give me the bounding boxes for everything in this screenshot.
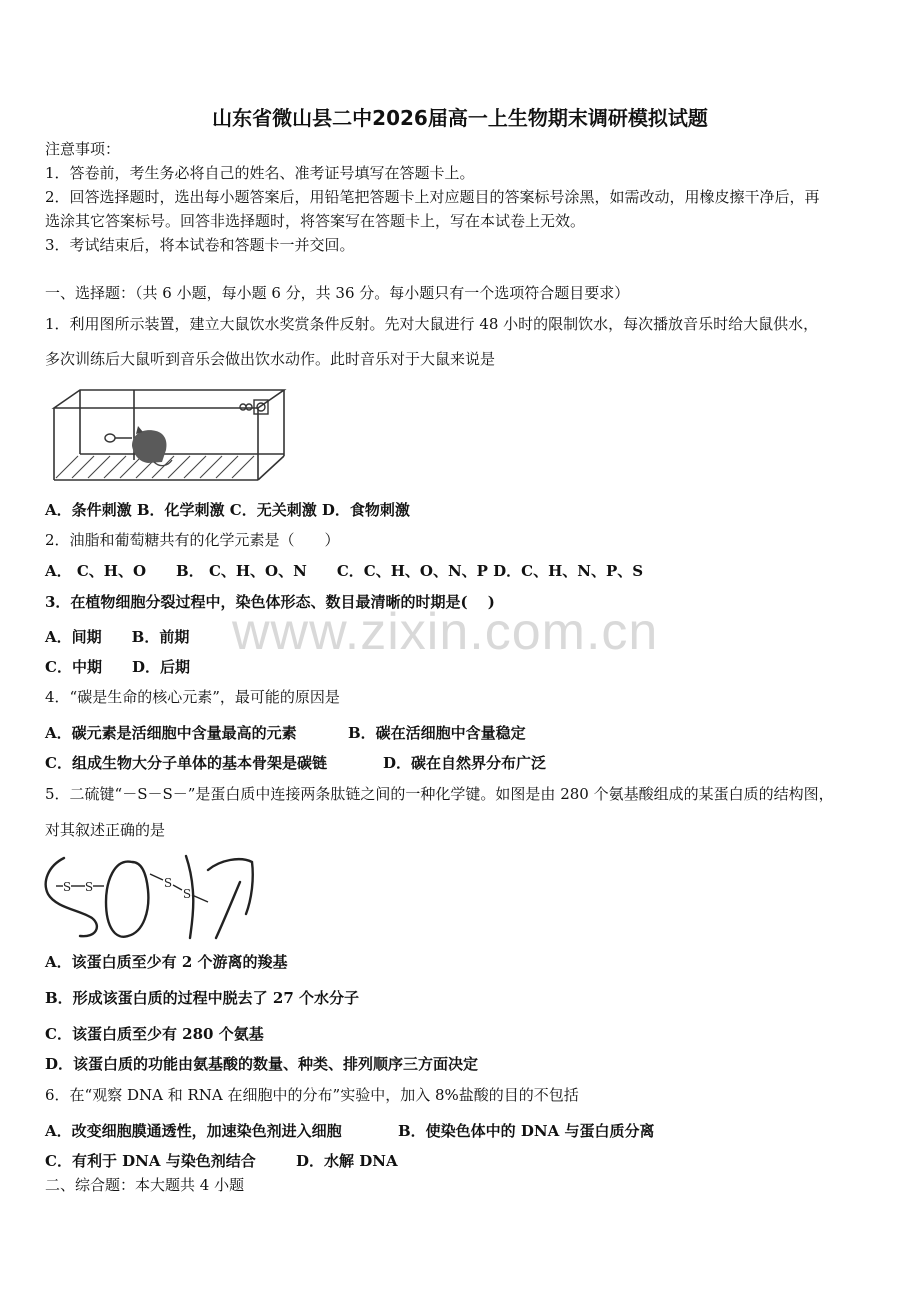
notice-item-2: 2．回答选择题时，选出每小题答案后，用铅笔把答题卡上对应题目的答案标号涂黑，如需改动，用橡皮擦干净后，再	[45, 188, 820, 206]
q6-option-c: C．有利于 DNA 与染色剂结合	[45, 1152, 256, 1170]
q3-stem: 3．在植物细胞分裂过程中，染色体形态、数目最清晰的时期是( )	[45, 593, 495, 611]
q4-option-b: B．碳在活细胞中含量稳定	[348, 724, 526, 742]
section-1-heading: 一、选择题：（共 6 小题，每小题 6 分，共 36 分。每小题只有一个选项符合题目要求）	[45, 284, 630, 302]
q1-stem-line1: 1．利用图所示装置，建立大鼠饮水奖赏条件反射。先对大鼠进行 48 小时的限制饮水，每次播放音乐时给大鼠供水，	[45, 315, 819, 333]
q5-option-c: C．该蛋白质至少有 280 个氨基	[45, 1025, 264, 1043]
q5-option-d: D．该蛋白质的功能由氨基酸的数量、种类、排列顺序三方面决定	[45, 1055, 479, 1073]
q6-option-d: D．水解 DNA	[296, 1152, 398, 1170]
q5-fig-label-s3: S	[163, 876, 173, 890]
q6-option-a: A．改变细胞膜通透性，加速染色剂进入细胞	[45, 1122, 342, 1140]
q2-stem: 2．油脂和葡萄糖共有的化学元素是（ ）	[45, 531, 340, 549]
q5-option-b: B．形成该蛋白质的过程中脱去了 27 个水分子	[45, 989, 359, 1007]
notice-item-1: 1．答卷前，考生务必将自己的姓名、准考证号填写在答题卡上。	[45, 164, 475, 182]
q6-stem: 6．在“观察 DNA 和 RNA 在细胞中的分布”实验中，加入 8%盐酸的目的不包括	[45, 1086, 579, 1104]
q2-options: A． C、H、O B． C、H、O、N C．C、H、O、N、P D．C、H、N、P、S	[45, 562, 644, 580]
q4-option-c: C．组成生物大分子单体的基本骨架是碳链	[45, 754, 327, 772]
section-2-heading: 二、综合题：本大题共 4 小题	[45, 1176, 245, 1194]
q3-options-row1: A．间期 B．前期	[45, 628, 190, 646]
page-title: 山东省微山县二中2026届高一上生物期末调研模拟试题	[212, 106, 708, 130]
q5-fig-label-s2: S	[84, 880, 94, 894]
q4-option-a: A．碳元素是活细胞中含量最高的元素	[45, 724, 297, 742]
q1-stem-line2: 多次训练后大鼠听到音乐会做出饮水动作。此时音乐对于大鼠来说是	[45, 350, 496, 368]
q1-apparatus-figure	[48, 384, 290, 486]
q3-options-row2: C．中期 D．后期	[45, 658, 190, 676]
notice-item-2-cont: 选涂其它答案标号。回答非选择题时，将答案写在答题卡上，写在本试卷上无效。	[45, 212, 586, 230]
q4-stem: 4．“碳是生命的核心元素”，最可能的原因是	[45, 688, 340, 706]
notice-item-3: 3．考试结束后，将本试卷和答题卡一并交回。	[45, 236, 355, 254]
notice-heading: 注意事项：	[45, 140, 121, 158]
q5-option-a: A．该蛋白质至少有 2 个游离的羧基	[45, 953, 288, 971]
q5-stem-line2: 对其叙述正确的是	[45, 821, 166, 839]
q4-option-d: D．碳在自然界分布广泛	[383, 754, 547, 772]
q5-stem-line1: 5．二硫键“－S－S－”是蛋白质中连接两条肽链之间的一种化学键。如图是由 280 个氨基酸组成的某蛋白质的结构图，	[45, 785, 834, 803]
watermark: www.zixin.com.cn	[232, 603, 659, 661]
q1-options: A．条件刺激 B．化学刺激 C．无关刺激 D．食物刺激	[45, 501, 410, 519]
q5-protein-structure-figure	[40, 852, 258, 942]
q6-option-b: B．使染色体中的 DNA 与蛋白质分离	[398, 1122, 655, 1140]
q5-fig-label-s1: S	[62, 880, 72, 894]
q5-fig-label-s4: S	[182, 887, 192, 901]
